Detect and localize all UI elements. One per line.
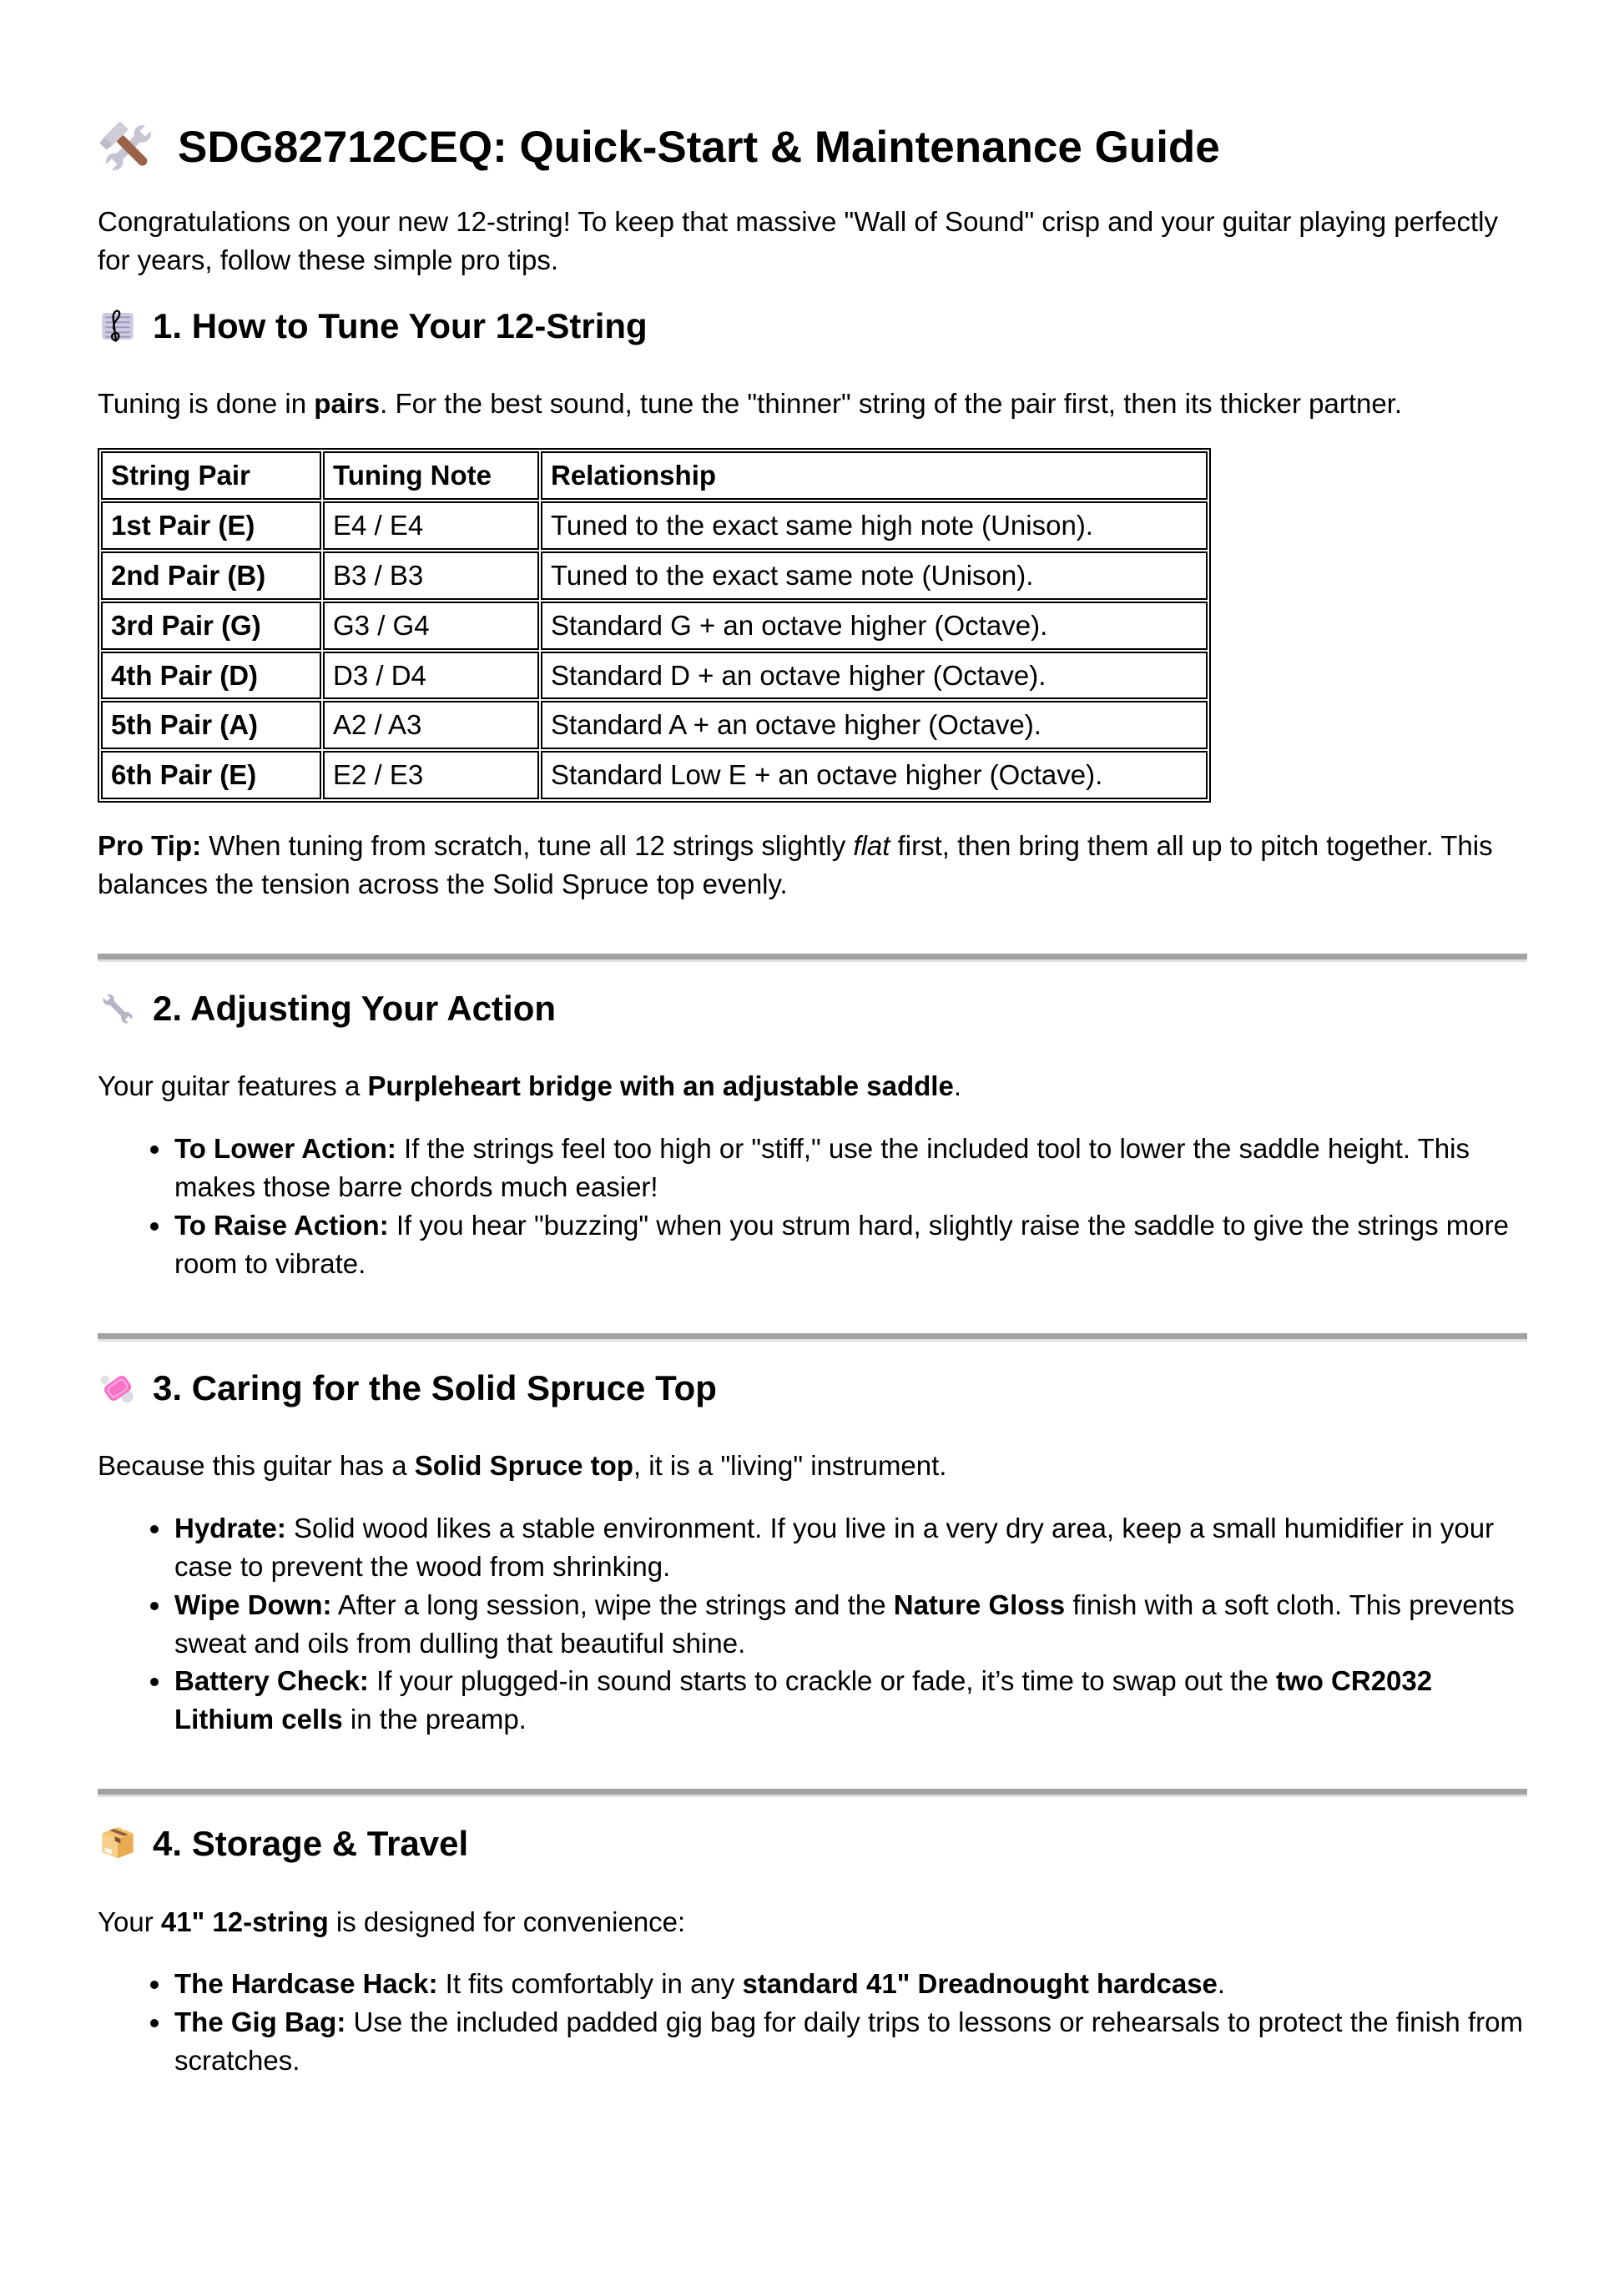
- page-title-text: SDG82712CEQ: Quick-Start & Maintenance Guide: [178, 123, 1220, 173]
- soap-icon: [98, 1368, 138, 1408]
- musical-score-icon: [98, 306, 138, 346]
- cell-tuning-note: B3 / B3: [323, 551, 539, 600]
- table-row: [101, 501, 1208, 550]
- column-header: Relationship: [541, 451, 1208, 500]
- storage-bullet-list: [98, 1965, 1527, 2080]
- page-title: [98, 117, 1527, 179]
- cell-relationship: Standard Low E + an octave higher (Octave).: [541, 751, 1208, 799]
- list-item: • Hydrate: Solid wood likes a stable environment. If you live in a very dry area, keep a small humidifier in your case to prevent the wood from shrinking.: [173, 1509, 1527, 1586]
- cell-string-pair: 4th Pair (D): [101, 652, 321, 700]
- pro-tip-paragraph: Pro Tip: When tuning from scratch, tune all 12 strings slightly flat first, then bring them all up to pitch together. This balances the tension across the Solid Spruce top evenly.: [98, 830, 1493, 899]
- table-row: [101, 751, 1208, 799]
- cell-relationship: Tuned to the exact same high note (Unison).: [541, 501, 1208, 550]
- section-divider: [98, 954, 1527, 962]
- list-item: • To Lower Action: If the strings feel too high or "stiff," use the included tool to lower the saddle height. This makes those barre chords much easier!: [173, 1130, 1527, 1206]
- cell-tuning-note: A2 / A3: [323, 701, 539, 749]
- cell-relationship: Standard D + an octave higher (Octave).: [541, 652, 1208, 700]
- table-row: [101, 652, 1208, 700]
- wrench-icon: [98, 989, 138, 1029]
- cell-string-pair: 6th Pair (E): [101, 751, 321, 799]
- list-item: • The Gig Bag: Use the included padded gig bag for daily trips to lessons or rehearsals to protect the finish from scratches.: [173, 2003, 1527, 2080]
- cell-tuning-note: E4 / E4: [323, 501, 539, 550]
- care-bullet-list: [98, 1509, 1527, 1739]
- section-2-heading-text: 2. Adjusting Your Action: [153, 988, 556, 1028]
- cell-tuning-note: G3 / G4: [323, 602, 539, 650]
- list-item: • The Hardcase Hack: It fits comfortably in any standard 41" Dreadnought hardcase.: [173, 1965, 1527, 2003]
- cell-string-pair: 1st Pair (E): [101, 501, 321, 550]
- cell-string-pair: 3rd Pair (G): [101, 602, 321, 650]
- table-row: [101, 551, 1208, 600]
- cell-relationship: Standard A + an octave higher (Octave).: [541, 701, 1208, 749]
- section-3-heading-text: 3. Caring for the Solid Spruce Top: [153, 1367, 717, 1407]
- cell-relationship: Tuned to the exact same note (Unison).: [541, 551, 1208, 600]
- section-2-heading: [98, 987, 1527, 1031]
- action-bullet-list: [98, 1130, 1527, 1282]
- table-row: [101, 701, 1208, 749]
- section-1-heading: [98, 305, 1527, 349]
- section-3-heading: [98, 1367, 1527, 1411]
- cell-tuning-note: E2 / E3: [323, 751, 539, 799]
- action-paragraph: Your guitar features a Purpleheart bridge with an adjustable saddle.: [98, 1070, 961, 1102]
- table-row: [101, 602, 1208, 650]
- package-icon: [98, 1824, 138, 1864]
- section-divider: [98, 1789, 1527, 1797]
- section-4-heading: [98, 1822, 1527, 1866]
- tuning-paragraph: Tuning is done in pairs. For the best sound, tune the "thinner" string of the pair first, then its thicker partner.: [98, 388, 1403, 420]
- hammer-and-wrench-icon: [98, 117, 159, 179]
- list-item: • To Raise Action: If you hear "buzzing" when you strum hard, slightly raise the saddle to give the strings more room to vibrate.: [173, 1206, 1527, 1283]
- intro-paragraph: Congratulations on your new 12-string! To keep that massive "Wall of Sound" crisp and your guitar playing perfectly for years, follow these simple pro tips.: [98, 206, 1498, 275]
- section-4-heading-text: 4. Storage & Travel: [153, 1824, 469, 1864]
- column-header: Tuning Note: [323, 451, 539, 500]
- column-header: String Pair: [101, 451, 321, 500]
- section-1-heading-text: 1. How to Tune Your 12-String: [153, 305, 648, 345]
- tuning-table: [98, 448, 1211, 803]
- cell-tuning-note: D3 / D4: [323, 652, 539, 700]
- spruce-paragraph: Because this guitar has a Solid Spruce top, it is a "living" instrument.: [98, 1450, 947, 1482]
- cell-string-pair: 5th Pair (A): [101, 701, 321, 749]
- table-header-row: [101, 451, 1208, 500]
- cell-string-pair: 2nd Pair (B): [101, 551, 321, 600]
- list-item: • Battery Check: If your plugged-in sound starts to crackle or fade, it’s time to swap out the two CR2032 Lithium cells in the preamp.: [173, 1662, 1527, 1739]
- section-divider: [98, 1333, 1527, 1342]
- list-item: • Wipe Down: After a long session, wipe the strings and the Nature Gloss finish with a soft cloth. This prevents sweat and oils from dulling that beautiful shine.: [173, 1586, 1527, 1663]
- cell-relationship: Standard G + an octave higher (Octave).: [541, 602, 1208, 650]
- storage-paragraph: Your 41" 12-string is designed for convenience:: [98, 1906, 686, 1937]
